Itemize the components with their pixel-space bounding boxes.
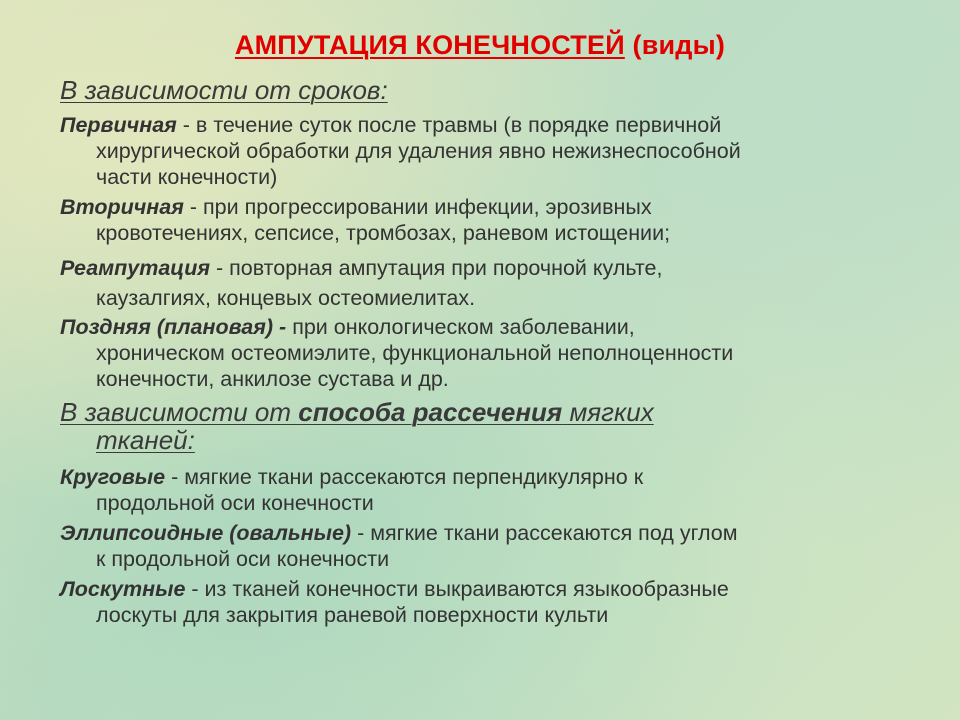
list-item-secondary — [60, 194, 900, 246]
text-primary: - в течение суток после травмы (в порядке первичной — [176, 113, 722, 137]
text-late-cont: хроническом остеомиэлите, функциональной неполноценности — [96, 341, 734, 365]
text-reamputation: - повторная ампутация при порочной культе, — [210, 256, 663, 280]
text-ellipsoid: - мягкие ткани рассекаются под углом — [351, 521, 738, 545]
text-reamputation-cont: каузалгиях, концевых остеомиелитах. — [96, 286, 476, 310]
heading-method-line2: тканей: — [96, 425, 195, 455]
list-item-reamputation — [60, 253, 900, 313]
term-primary: Первичная — [60, 113, 177, 137]
text-primary-cont2: части конечности) — [96, 165, 278, 189]
text-flap-cont: лоскуты для закрытия раневой поверхности культи — [96, 603, 609, 627]
term-late: Поздняя (плановая) - — [60, 315, 287, 339]
text-late: при онкологическом заболевании, — [286, 315, 635, 339]
text-secondary: - при прогрессировании инфекции, эрозивных — [183, 195, 652, 219]
heading-method-post: мягких — [562, 397, 654, 427]
term-secondary: Вторичная — [60, 195, 184, 219]
list-item-primary — [60, 112, 900, 190]
text-secondary-cont: кровотечениях, сепсисе, тромбозах, раневом истощении; — [96, 221, 671, 245]
list-item-late — [60, 314, 900, 392]
text-circular-cont: продольной оси конечности — [96, 491, 374, 515]
list-item-ellipsoid — [60, 520, 900, 572]
title-main: АМПУТАЦИЯ КОНЕЧНОСТЕЙ — [234, 30, 625, 60]
term-circular: Круговые — [60, 465, 166, 489]
term-ellipsoid: Эллипсоидные (овальные) — [60, 521, 352, 545]
text-late-cont2: конечности, анкилозе сустава и др. — [96, 367, 449, 391]
heading-method-bold: способа рассечения — [298, 397, 563, 427]
text-circular: - мягкие ткани рассекаются перпендикулярно к — [165, 465, 644, 489]
text-primary-cont: хирургической обработки для удаления явно нежизнеспособной — [96, 139, 741, 163]
slide-title — [0, 30, 960, 61]
section-heading-method — [60, 398, 900, 454]
section-heading-time: В зависимости от сроков: — [60, 75, 388, 105]
text-flap: - из тканей конечности выкраиваются языкообразные — [185, 577, 729, 601]
term-flap: Лоскутные — [60, 577, 186, 601]
title-sub: (виды) — [632, 30, 726, 60]
heading-method-pre: В зависимости от — [60, 397, 299, 427]
list-item-flap — [60, 576, 900, 628]
term-reamputation: Реампутация — [60, 256, 210, 280]
list-item-circular — [60, 464, 900, 516]
text-ellipsoid-cont: к продольной оси конечности — [96, 547, 390, 571]
